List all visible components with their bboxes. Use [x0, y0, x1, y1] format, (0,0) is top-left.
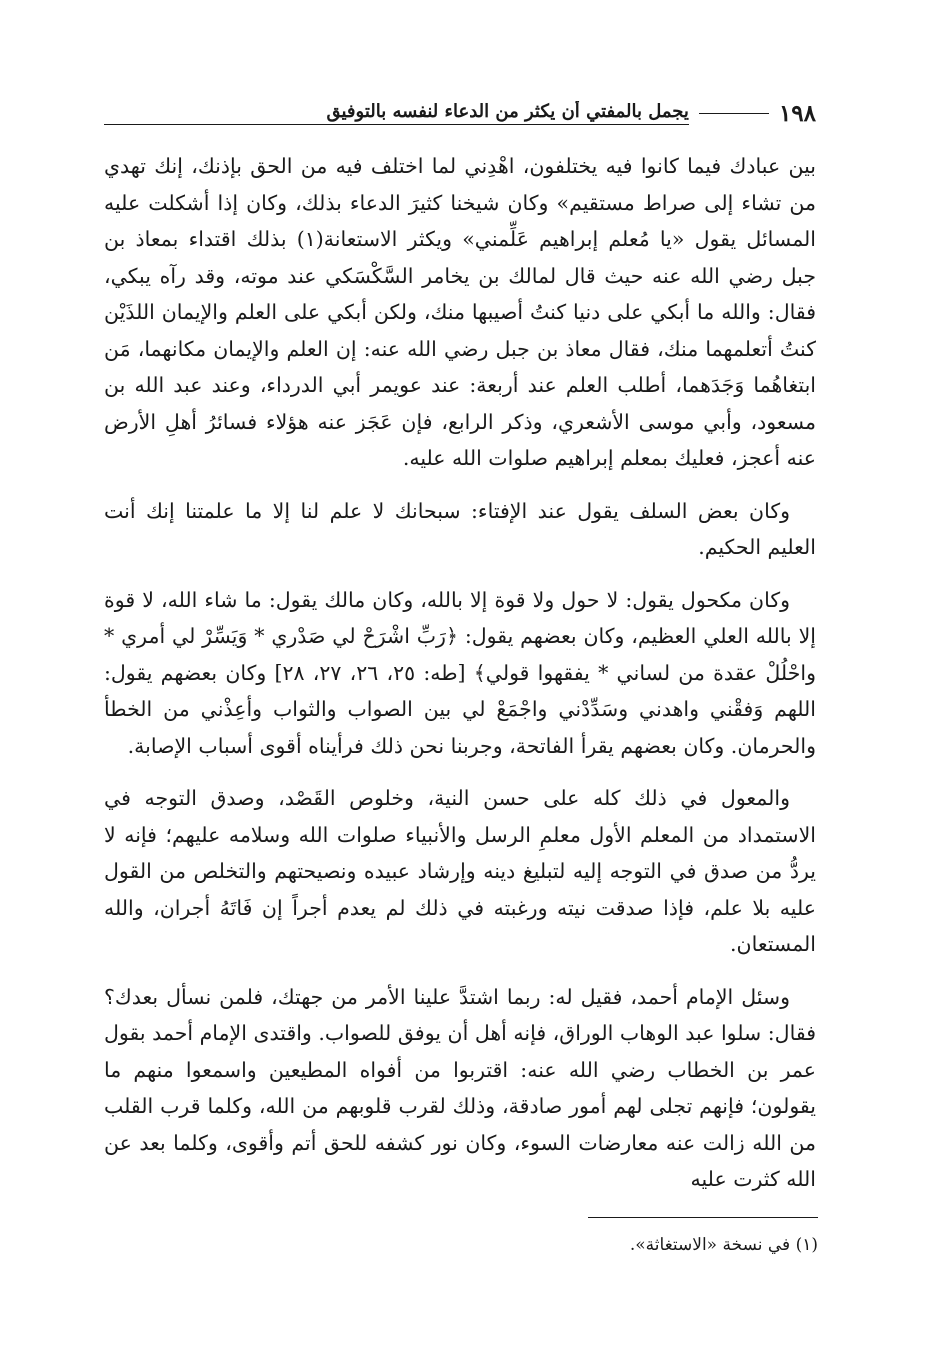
- page-number: ١٩٨: [778, 99, 816, 127]
- paragraph: بين عبادك فيما كانوا فيه يختلفون، اهْدِني لما اختلف فيه من الحق بإذنك، إنك تهدي من تشاء إلى صراط مستقيم» وكان شيخنا كثيرَ الدعاء بذلك، وكان إذا أشكلت عليه المسائل يقول «يا مُعلم إبراهيم عَلِّمني» ويكثر الاستعانة(١) بذلك اقتداء بمعاذ بن جبل رضي الله عنه حيث قال لمالك بن يخامر السَّكْسَكي عند موته، وقد رآه يبكي، فقال: والله ما أبكي على دنيا كنتُ أصيبها منك، ولكن أبكي على العلم والإيمان اللذَيْن كنتُ أتعلمهما منك، فقال معاذ بن جبل رضي الله عنه: إن العلم والإيمان مكانهما، مَن ابتغاهُما وَجَدَهما، أطلب العلم عند أربعة: عند عويمر أبي الدرداء، وعند عبد الله بن مسعود، وأبي موسى الأشعري، وذكر الرابع، فإن عَجَز عنه هؤلاء فسائرُ أهلِ الأرض عنه أعجز، فعليك بمعلم إبراهيم صلوات الله عليه.: [104, 154, 816, 470]
- running-title: يجمل بالمفتي أن يكثر من الدعاء لنفسه بالتوفيق: [104, 101, 689, 125]
- paragraph: وسئل الإمام أحمد، فقيل له: ربما اشتدَّ علينا الأمر من جهتك، فلمن نسأل بعدك؟ فقال: سلوا عبد الوهاب الوراق، فإنه أهل أن يوفق للصواب. واقتدى الإمام أحمد بقول عمر بن الخطاب رضي الله عنه: اقتربوا من أفواه المطيعين واسمعوا منهم ما يقولون؛ فإنهم تجلى لهم أمور صادقة، وذلك لقرب قلوبهم من الله، وكلما قرب القلب من الله زالت عنه معارضات السوء، وكان نور كشفه للحق أتم وأقوى، وكلما بعد عن الله كثرت عليه: [104, 984, 816, 1191]
- paragraph: والمعول في ذلك كله على حسن النية، وخلوص القَصْد، وصدق التوجه في الاستمداد من المعلم الأول معلمِ الرسل والأنبياء صلوات الله وسلامه عليهم؛ فإنه لا يردُّ من صدق في التوجه إليه لتبليغ دينه وإرشاد عبيده ونصيحتهم والتخلص من القول عليه بلا علم، فإذا صدقت نيته ورغبته في ذلك لم يعدم أجراً إن فَاتَهُ أجران، والله المستعان.: [104, 786, 816, 956]
- running-header: [104, 96, 816, 130]
- main-text: [104, 148, 816, 1214]
- header-rule: [699, 113, 769, 114]
- footnote-separator: [588, 1217, 818, 1218]
- paragraph: وكان مكحول يقول: لا حول ولا قوة إلا بالله، وكان مالك يقول: ما شاء الله، لا قوة إلا بالله العلي العظيم، وكان بعضهم يقول: ﴿رَبِّ اشْرَحْ لي صَدْري * وَيَسِّرْ لي أمري * واحْلُلْ عقدة من لساني * يفقهوا قولي﴾ [طه: ٢٥، ٢٦، ٢٧، ٢٨] وكان بعضهم يقول: اللهم وَفقْني واهدني وسَدِّدْني واجْمَعْ لي بين الصواب والثواب وأعِذْني من الخطأ والحرمان. وكان بعضهم يقرأ الفاتحة، وجربنا نحن ذلك فرأيناه أقوى أسباب الإصابة.: [104, 587, 816, 758]
- footnote: (١) في نسخة «الاستغاثة».: [629, 1235, 818, 1255]
- paragraph: وكان بعض السلف يقول عند الإفتاء: سبحانك لا علم لنا إلا ما علمتنا إنك أنت العليم الحكيم.: [104, 498, 816, 559]
